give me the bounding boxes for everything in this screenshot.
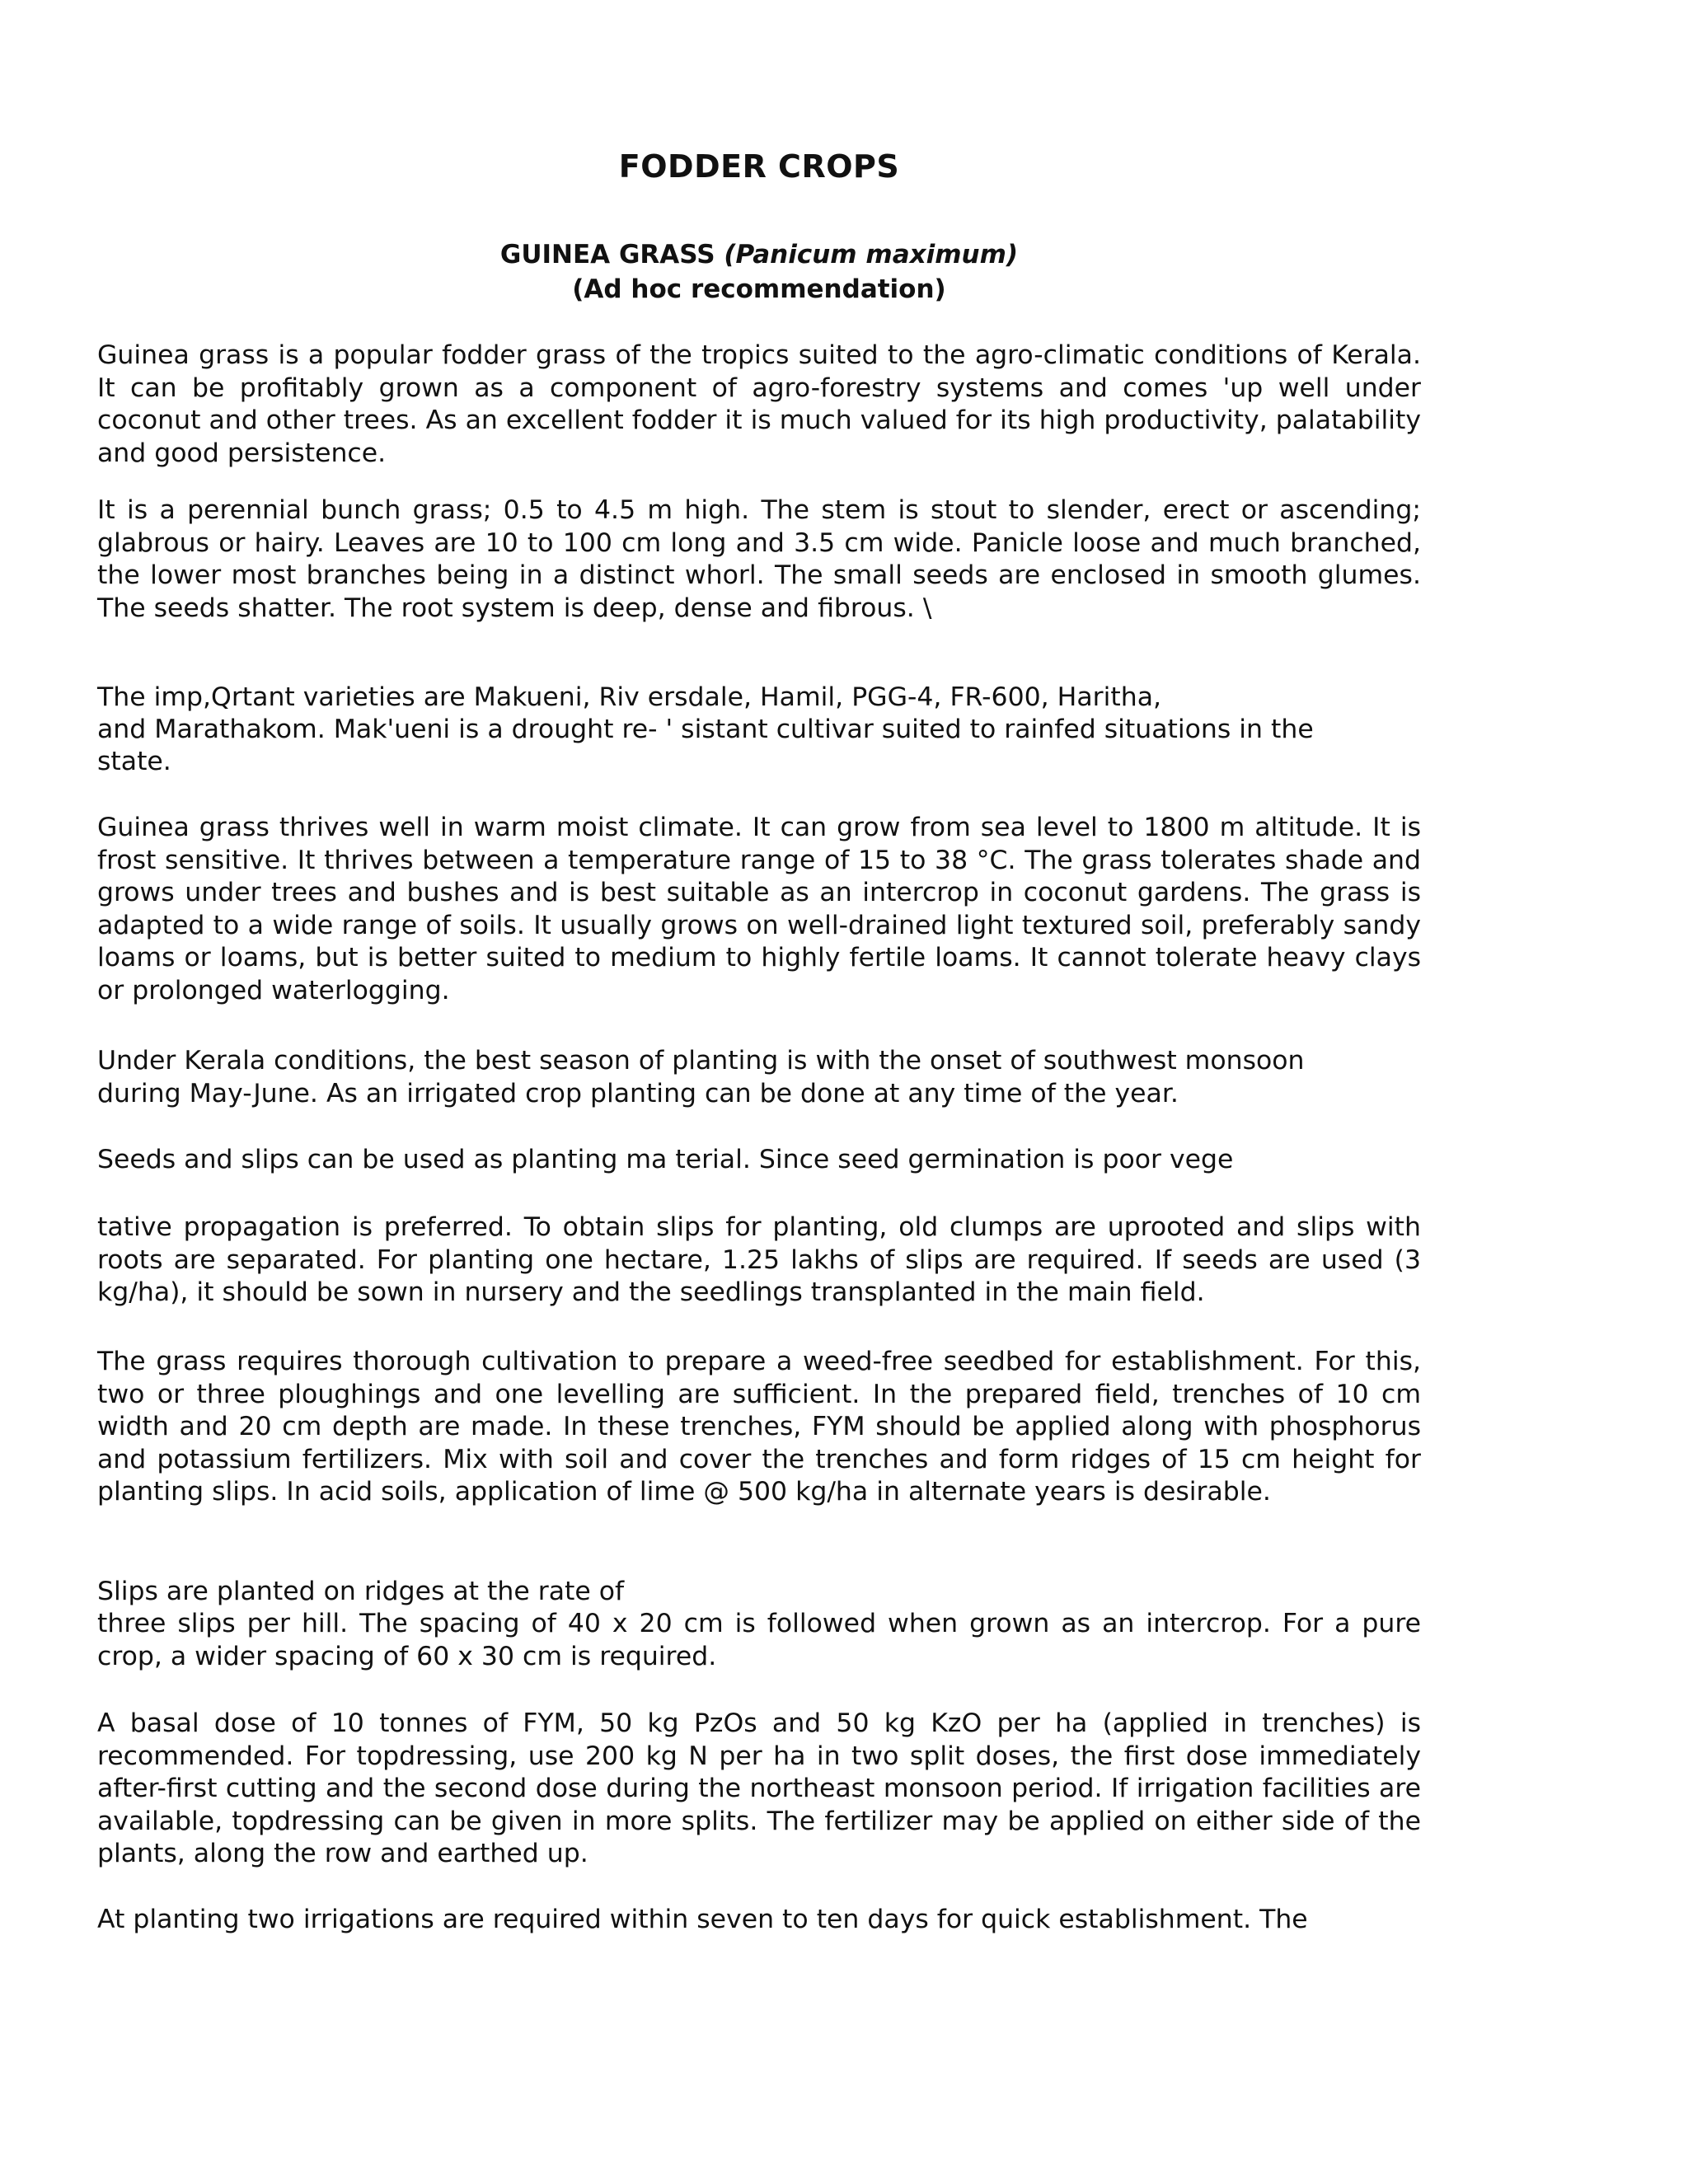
paragraph-irrigation: At planting two irrigations are required within seven to ten days for quick establishment. The	[97, 1905, 1308, 1934]
paragraph-varieties-line-1: The imp,Qrtant varieties are Makueni, Riv ersdale, Hamil, PGG-4, FR-600, Haritha,	[97, 682, 1162, 712]
paragraph-season-line-2: during May-June. As an irrigated crop planting can be done at any time of the year.	[97, 1079, 1179, 1108]
recommendation-note: (Ad hoc recommendation)	[572, 274, 946, 304]
page-title: FODDER CROPS	[618, 148, 900, 185]
paragraph-climate: Guinea grass thrives well in warm moist climate. It can grow from sea level to 1800 m altitude. It is frost sensitive. It thrives between a temperature range of 15 to 38 °C. The grass tolerates shade and grows under trees and bushes and is best suitable as an intercrop in coconut gardens. The grass is adapted to a wide range of soils. It usually grows on well-drained light textured soil, preferably sandy loams or loams, but is better suited to medium to highly fertile loams. It cannot tolerate heavy clays or prolonged waterlogging.	[97, 813, 1421, 1005]
paragraph-spacing-line-1: Slips are planted on ridges at the rate of	[97, 1577, 625, 1606]
latin-name: (Panicum maximum)	[724, 240, 1019, 269]
paragraph-varieties-line-2: and Marathakom. Mak'ueni is a drought re- ' sistant cultivar suited to rainfed situations in the	[97, 715, 1314, 744]
crop-name: GUINEA GRASS	[499, 240, 715, 269]
paragraph-planting-material: Seeds and slips can be used as planting ma terial. Since seed germination is poor vege	[97, 1145, 1234, 1174]
paragraph-description: It is a perennial bunch grass; 0.5 to 4.5 m high. The stem is stout to slender, erect or ascending; glabrous or hairy. Leaves are 10 to 100 cm long and 3.5 cm wide. Panicle loose and much branched, the lower most branches being in a distinct whorl. The small seeds are enclosed in smooth glumes. The seeds shatter. The root system is deep, dense and fibrous. \	[97, 495, 1421, 623]
section-heading	[97, 237, 1421, 307]
paragraph-cultivation: The grass requires thorough cultivation to prepare a weed-free seedbed for establishment. For this, two or three ploughings and one levelling are sufficient. In the prepared field, trenches of 10 cm width and 20 cm depth are made. In these trenches, FYM should be applied along with phosphorus and potassium fertilizers. Mix with soil and cover the trenches and form ridges of 15 cm height for planting slips. In acid soils, application of lime @ 500 kg/ha in alternate years is desirable.	[97, 1347, 1421, 1507]
paragraph-spacing-rest: three slips per hill. The spacing of 40 x 20 cm is followed when grown as an intercrop. For a pure crop, a wider spacing of 60 x 30 cm is required.	[97, 1609, 1421, 1671]
paragraph-intro: Guinea grass is a popular fodder grass of the tropics suited to the agro-climatic conditions of Kerala. It can be profitably grown as a component of agro-forestry systems and comes 'up well under coconut and other trees. As an excellent fodder it is much valued for its high productivity, palatability and good persistence.	[97, 340, 1421, 468]
paragraph-propagation: tative propagation is preferred. To obtain slips for planting, old clumps are uprooted and slips with roots are separated. For planting one hectare, 1.25 lakhs of slips are required. If seeds are used (3 kg/ha), it should be sown in nursery and the seedlings transplanted in the main field.	[97, 1212, 1421, 1307]
paragraph-season-line-1: Under Kerala conditions, the best season of planting is with the onset of southwest monsoon	[97, 1046, 1305, 1076]
paragraph-varieties-line-3: state.	[97, 747, 171, 776]
section-title-line	[97, 237, 1421, 272]
paragraph-fertilizer: A basal dose of 10 tonnes of FYM, 50 kg PzOs and 50 kg KzO per ha (applied in trenches) is recommended. For topdressing, use 200 kg N per ha in two split doses, the first dose immediately after-first cutting and the second dose during the northeast monsoon period. If irrigation facilities are available, topdressing can be given in more splits. The fertilizer may be applied on either side of the plants, along the row and earthed up.	[97, 1708, 1421, 1868]
